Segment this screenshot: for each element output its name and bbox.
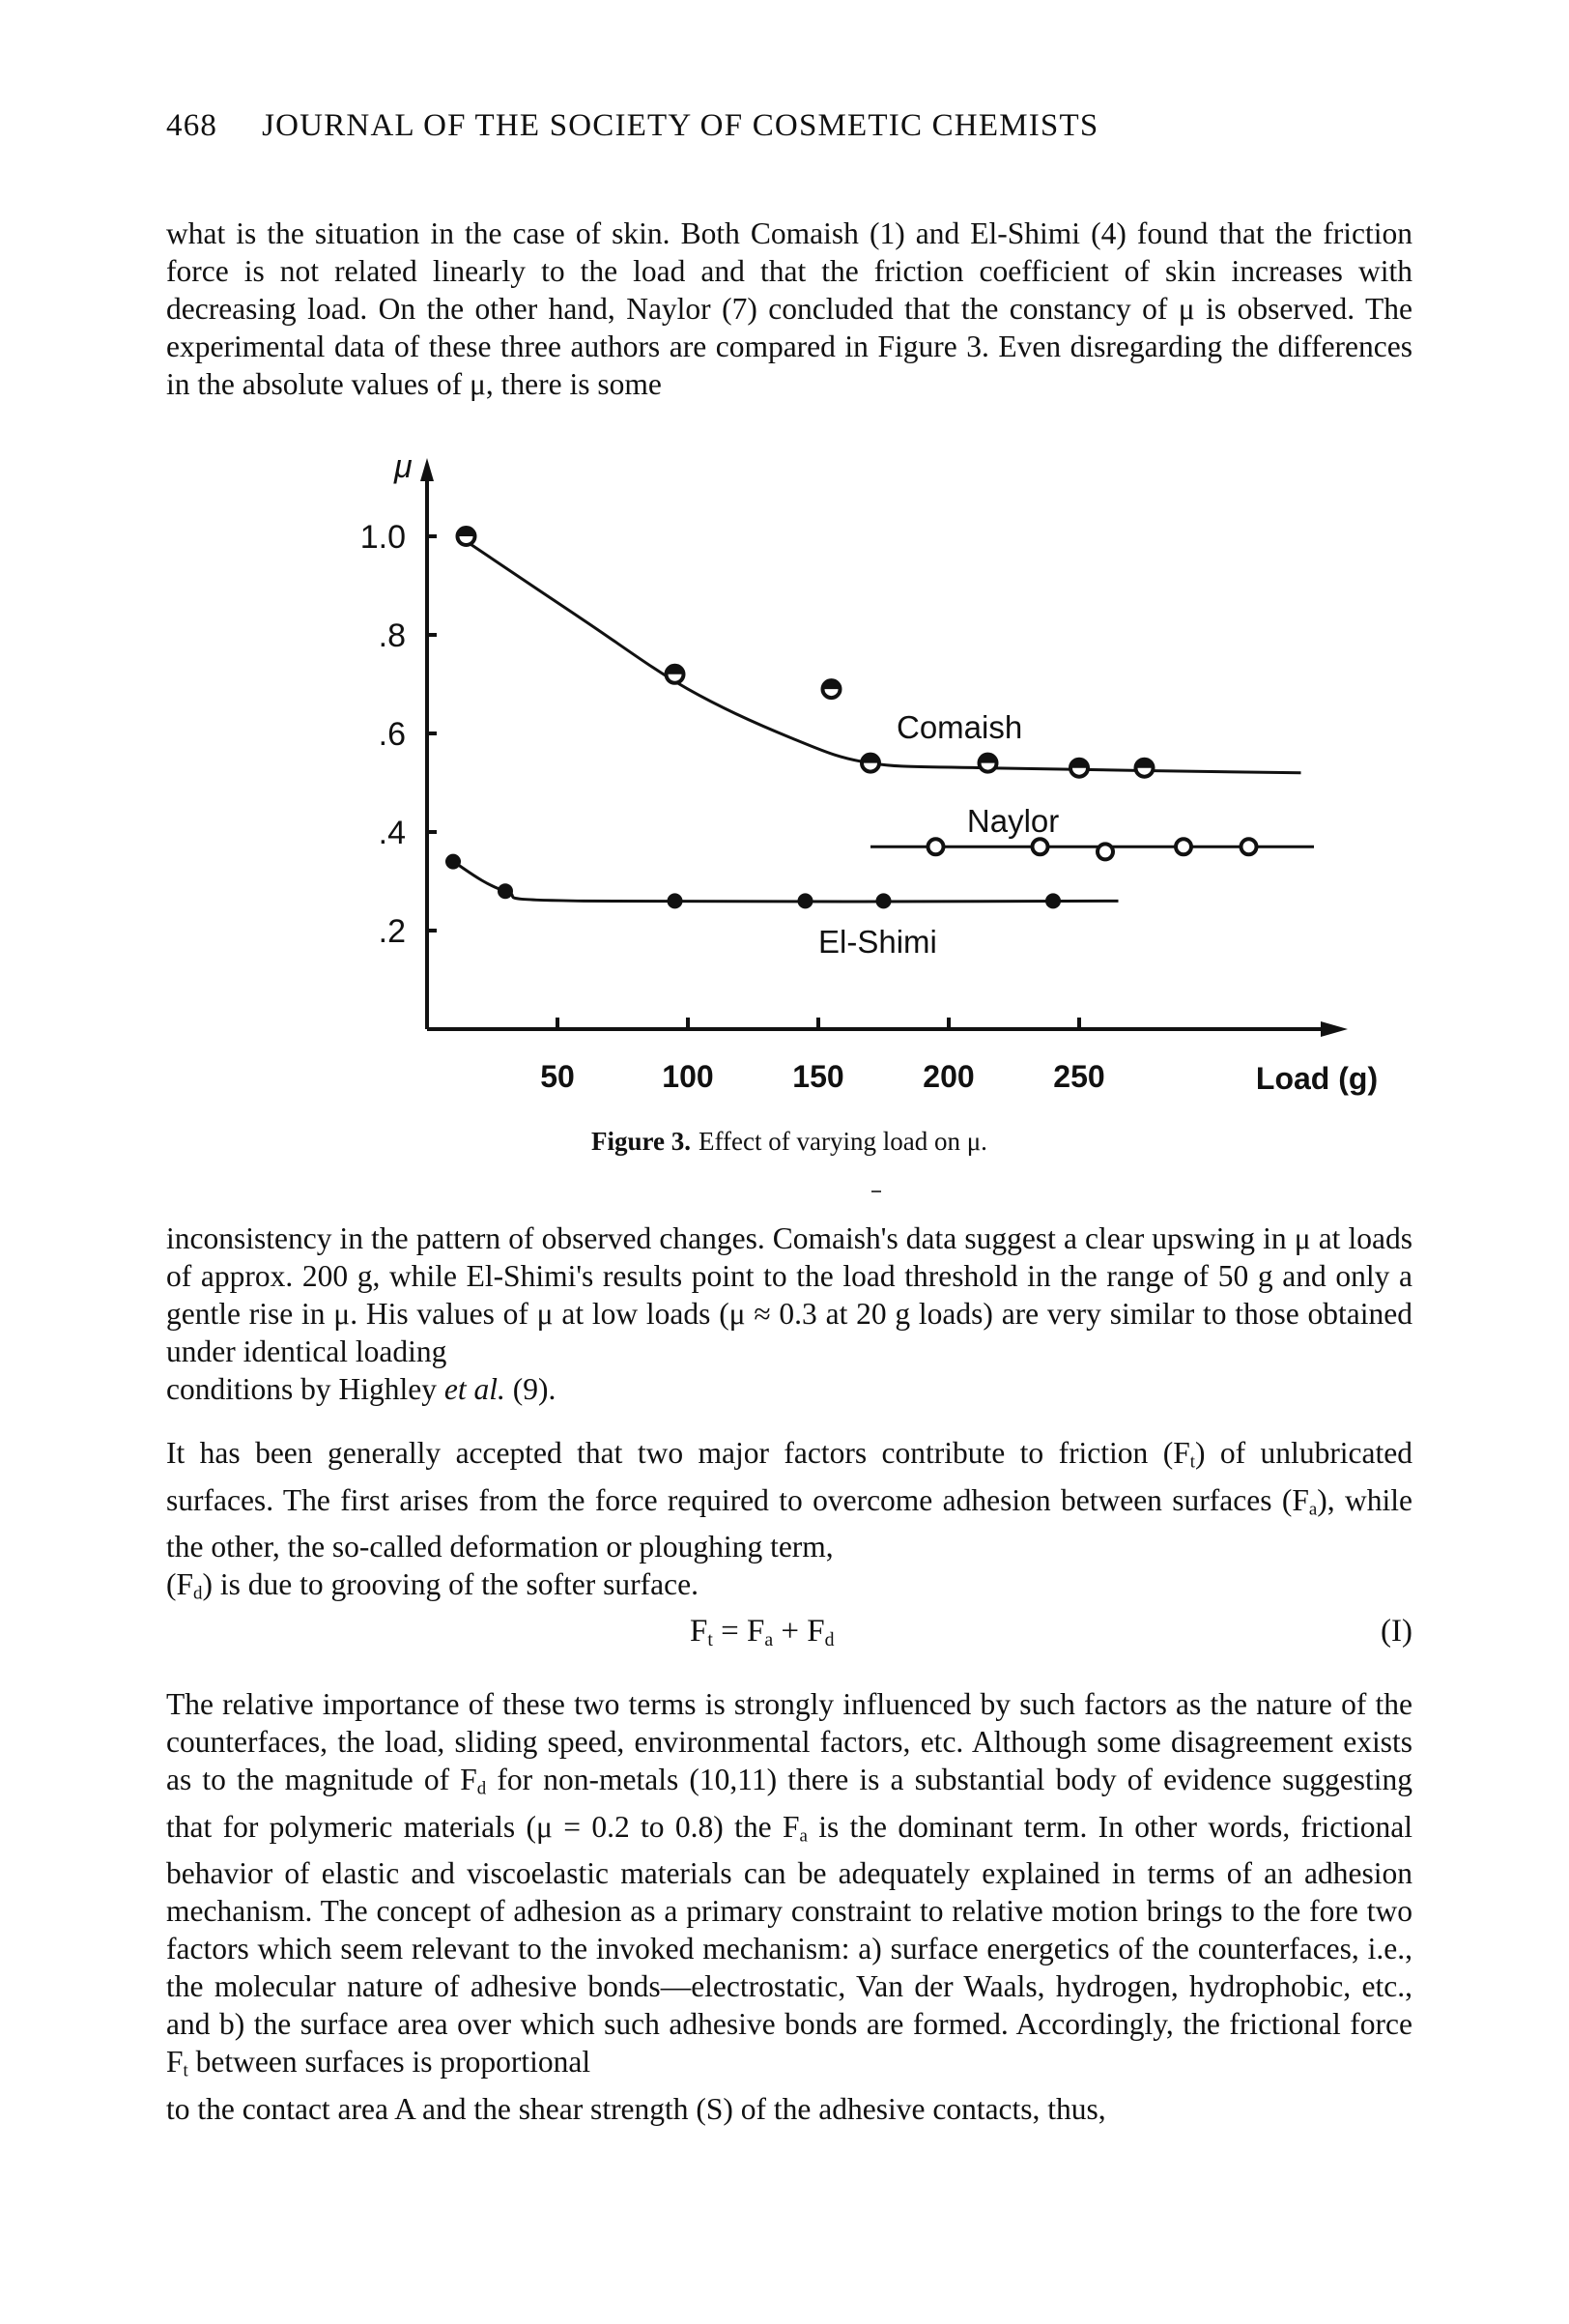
p4-last-line: to the contact area A and the shear strength (S) of the adhesive contacts, thus, xyxy=(166,2092,1106,2127)
y-tick-label: 1.0 xyxy=(359,519,406,556)
x-tick-label: 100 xyxy=(662,1059,714,1094)
journal-title: JOURNAL OF THE SOCIETY OF COSMETIC CHEMISTS xyxy=(262,108,1099,143)
eq-sub-d: d xyxy=(824,1628,835,1650)
p2-last-em: et al. xyxy=(443,1372,505,1406)
eq-equals: = xyxy=(712,1614,747,1649)
x-axis-arrow xyxy=(1321,1021,1348,1037)
paragraph-inconsistency-text: inconsistency in the pattern of observed changes. Comaish's data suggest a clear upswing in μ at loads of approx. 200 g, while El-Shimi's results point to the load threshold in the range of 50 g and only a gentle rise in μ. His values of μ at low loads (μ ≈ 0.3 at 20 g loads) are very similar to those obtained under identical loading xyxy=(166,1221,1412,1368)
el-shimi-data-point xyxy=(668,893,683,908)
comaish-data-point xyxy=(1136,760,1154,777)
p3-last-b: ) is due to grooving of the softer surface. xyxy=(202,1567,699,1602)
el-shimi-data-point xyxy=(445,854,461,870)
comaish-data-point xyxy=(823,680,841,698)
el-shimi-data-point xyxy=(798,893,813,908)
p4-sub1: d xyxy=(476,1778,487,1799)
naylor-data-point xyxy=(1176,839,1191,854)
eq-plus: + xyxy=(773,1614,808,1649)
eq-f3: F xyxy=(807,1614,825,1649)
running-header xyxy=(166,108,1412,144)
p3-part2: ) of unlubricated surfaces. The first arises from the force required to overcome adhesion between surfaces (F xyxy=(166,1436,1413,1517)
paragraph-intro xyxy=(166,215,1412,403)
stray-mark xyxy=(871,1191,881,1192)
p4-part3: is the dominant term. In other words, frictional behavior of elastic and viscoelastic materials can be adequately explained in terms of an adhesion mechanism. The concept of adhesion as a primary constraint to relative motion brings to the fore two factors which seem relevant to the invoked mechanism: a) surface energetics of the counterfaces, i.e., the molecular nature of adhesive bonds—electrostatic, Van der Waals, hydrogen, hydrophobic, etc., and b) the surface area over which such adhesive bonds are formed. Accordingly, the frictional force F xyxy=(166,1809,1412,2080)
y-axis-label: μ xyxy=(394,448,413,485)
p3-last-a: (F xyxy=(166,1567,194,1602)
figure-caption xyxy=(166,1127,1412,1157)
p3-part1: It has been generally accepted that two major factors contribute to friction (F xyxy=(166,1436,1190,1470)
naylor-data-point xyxy=(928,839,944,854)
p3-part3: ), while the other, the so-called deformation or ploughing term, xyxy=(166,1482,1412,1564)
p2-last-a: conditions by Highley xyxy=(166,1372,444,1406)
p3-sub2: a xyxy=(1308,1499,1318,1520)
comaish-data-point xyxy=(1070,760,1088,777)
equation-formula xyxy=(690,1614,835,1651)
p3-sub1: t xyxy=(1189,1451,1195,1473)
p4-part1: The relative importance of these two terms is strongly influenced by such factors as the nature of the counterfaces, the load, sliding speed, environmental factors, etc. Although some disagreement exists as to the magnitude of F xyxy=(166,1687,1412,1796)
y-tick-label: .8 xyxy=(378,617,406,654)
p4-part4: between surfaces is proportional xyxy=(187,2045,591,2080)
el-shimi-series-label: El-Shimi xyxy=(818,923,937,960)
eq-sub-a: a xyxy=(764,1628,774,1650)
comaish-series-label: Comaish xyxy=(897,709,1023,746)
paragraph-adhesion xyxy=(166,1685,1412,2128)
naylor-data-point xyxy=(1241,839,1257,854)
x-tick-label: 250 xyxy=(1053,1059,1105,1094)
comaish-data-point xyxy=(862,755,879,772)
eq-f1: F xyxy=(690,1614,708,1649)
p4-part2: for non-metals (10,11) there is a substantial body of evidence suggesting that for polymeric materials (μ = 0.2 to 0.8) the F xyxy=(166,1763,1413,1844)
el-shimi-data-point xyxy=(1045,893,1061,908)
figure-caption-label: Figure 3. xyxy=(591,1127,692,1156)
comaish-data-point xyxy=(667,666,684,683)
paragraph-intro-text: what is the situation in the case of skin. Both Comaish (1) and El-Shimi (4) found that the friction force is not related linearly to the load and that the friction coefficient of skin increases with decreasing load. On the other hand, Naylor (7) concluded that the constancy of μ is observed. The experimental data of these three authors are compared in Figure 3. Even disregarding the differences in the absolute values of μ, there is some xyxy=(166,216,1412,401)
naylor-series-label: Naylor xyxy=(966,803,1060,839)
el-shimi-series-line xyxy=(453,862,1119,903)
eq-f2: F xyxy=(746,1614,765,1649)
paragraph-inconsistency-last-line xyxy=(166,1370,1412,1408)
eq-sub-t: t xyxy=(707,1628,713,1650)
p2-last-b: (9). xyxy=(504,1372,556,1406)
equation-number: (I) xyxy=(1381,1614,1412,1649)
x-tick-label: 200 xyxy=(923,1059,975,1094)
x-tick-label: 50 xyxy=(540,1059,575,1094)
y-tick-label: .2 xyxy=(378,913,406,950)
p4-sub3: t xyxy=(183,2061,188,2082)
naylor-data-point xyxy=(1033,839,1048,854)
figure-3-chart xyxy=(348,448,1379,1111)
y-tick-label: .6 xyxy=(378,716,406,753)
p3-sub3: d xyxy=(193,1584,203,1605)
comaish-data-point xyxy=(458,528,475,545)
page-number: 468 xyxy=(166,108,218,143)
paragraph-friction-factors xyxy=(166,1434,1412,1613)
el-shimi-data-point xyxy=(498,883,513,899)
el-shimi-data-point xyxy=(876,893,892,908)
figure-caption-text: Effect of varying load on μ. xyxy=(699,1127,987,1156)
y-tick-label: .4 xyxy=(378,815,406,851)
x-axis-label: Load (g) xyxy=(1255,1061,1379,1096)
comaish-series-line xyxy=(467,541,1301,773)
p3-last-line xyxy=(166,1565,1412,1613)
comaish-data-point xyxy=(980,755,997,772)
p4-sub2: a xyxy=(799,1825,808,1847)
paragraph-inconsistency xyxy=(166,1219,1412,1408)
chart-svg xyxy=(348,448,1379,1111)
y-axis-arrow xyxy=(420,458,434,481)
x-tick-label: 150 xyxy=(792,1059,844,1094)
naylor-data-point xyxy=(1098,844,1113,859)
